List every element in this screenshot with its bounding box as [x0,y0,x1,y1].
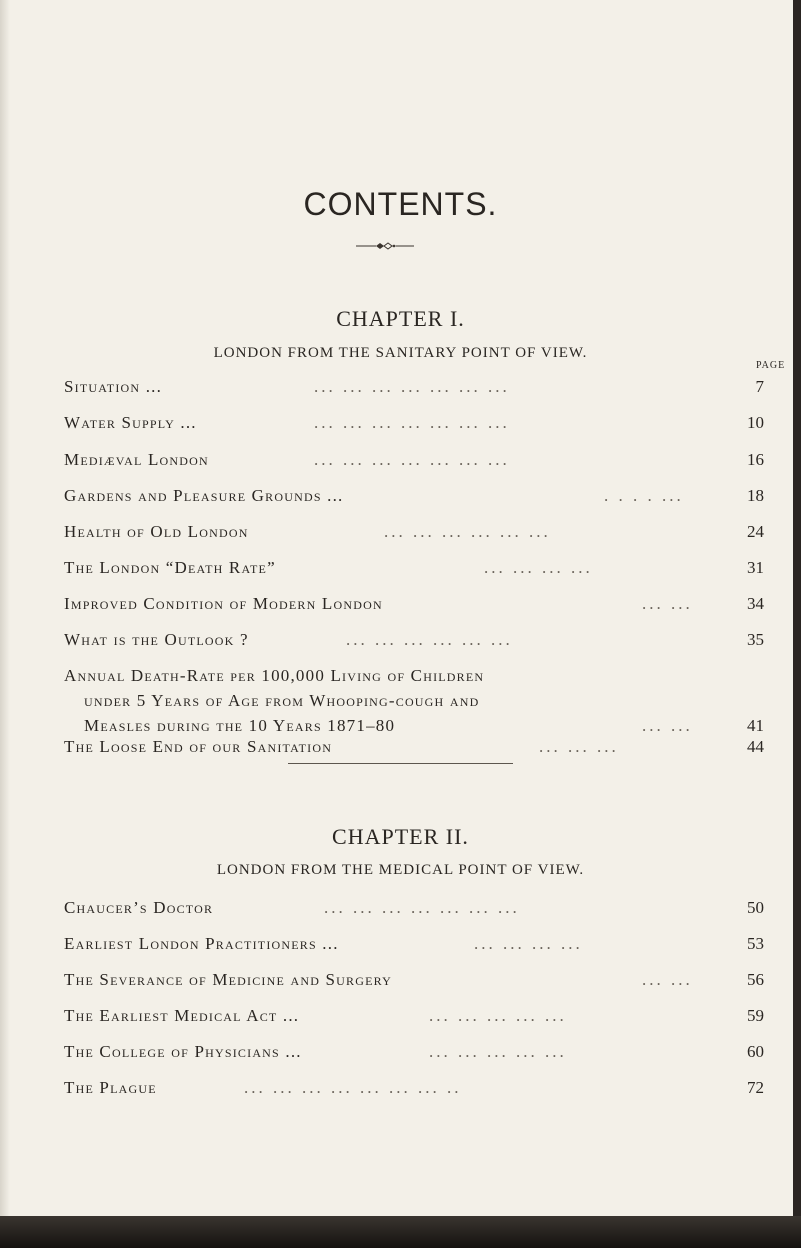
toc-entry-page: 34 [747,594,764,613]
toc-entry-label: Chaucer’s Doctor [64,898,214,917]
toc-leader-dots: ... ... [642,970,693,989]
toc-entry-label: Earliest London Practitioners ... [64,934,339,953]
toc-entry-page: 56 [747,970,764,989]
toc-entry-label-line-1: Annual Death-Rate per 100,000 Living of Children [64,666,485,685]
page-column-header: PAGE [756,360,786,371]
toc-entry[interactable] [64,934,764,960]
toc-entry[interactable] [64,377,764,403]
toc-leader-dots: ... ... ... ... ... ... [346,630,513,649]
toc-entry[interactable] [64,1078,764,1104]
toc-leader-dots: ... ... ... ... ... ... ... [324,898,520,917]
toc-entry-page: 50 [747,898,764,917]
toc-entry-label-line-2: under 5 Years of Age from Whooping-cough and [84,691,480,710]
chapter-2-heading: CHAPTER II. [332,824,469,849]
toc-entry-label: Situation ... [64,377,163,396]
toc-entry-label: Water Supply ... [64,413,197,432]
toc-leader-dots: ... ... ... ... ... ... ... [314,450,510,469]
toc-entry-label: The Plague [64,1078,157,1097]
toc-entry[interactable] [64,970,764,996]
toc-entry-label: Gardens and Pleasure Grounds ... [64,486,344,505]
toc-entry[interactable] [64,737,764,763]
toc-entry-page: 60 [747,1042,764,1061]
toc-entry-label: The Loose End of our Sanitation [64,737,333,756]
toc-leader-dots: ... ... ... ... ... ... ... [314,377,510,396]
toc-entry-label: The College of Physicians ... [64,1042,302,1061]
toc-leader-dots: ... ... ... ... ... [429,1006,567,1025]
toc-entry-label: The London “Death Rate” [64,558,276,577]
toc-entry-page: 31 [747,558,764,577]
toc-leader-dots: ... ... [642,716,693,735]
toc-entry-page: 16 [747,450,764,469]
toc-entry[interactable] [64,413,764,439]
toc-leader-dots: ... ... ... ... ... [429,1042,567,1061]
toc-leader-dots: . . . . ... [604,486,684,505]
toc-entry-multiline[interactable] [64,666,764,742]
toc-entry[interactable] [64,522,764,548]
toc-leader-dots: ... ... ... ... [474,934,583,953]
toc-entry[interactable] [64,1006,764,1032]
toc-entry[interactable] [64,450,764,476]
toc-leader-dots: ... ... ... ... [484,558,593,577]
toc-entry-label: Mediæval London [64,450,209,469]
toc-entry-label: What is the Outlook ? [64,630,249,649]
toc-entry[interactable] [64,898,764,924]
toc-leader-dots: ... ... ... [539,737,619,756]
toc-entry[interactable] [64,558,764,584]
toc-entry-page: 72 [747,1078,764,1097]
toc-entry-page: 7 [755,377,764,396]
toc-entry-label: The Severance of Medicine and Surgery [64,970,393,989]
toc-entry[interactable] [64,486,764,512]
toc-entry-label: Health of Old London [64,522,249,541]
toc-leader-dots: ... ... ... ... ... ... ... [314,413,510,432]
section-divider-rule [288,763,513,764]
chapter-1-heading: CHAPTER I. [336,306,465,331]
toc-entry-page: 35 [747,630,764,649]
chapter-1-subtitle: LONDON FROM THE SANITARY POINT OF VIEW. [213,345,588,361]
toc-entry-page: 41 [747,716,764,735]
toc-entry-page: 24 [747,522,764,541]
toc-entry-label-line-3: Measles during the 10 Years 1871–80 [84,716,396,735]
toc-entry-page: 44 [747,737,764,756]
chapter-2-subtitle: LONDON FROM THE MEDICAL POINT OF VIEW. [216,862,585,878]
toc-leader-dots: ... ... [642,594,693,613]
toc-entry[interactable] [64,1042,764,1068]
page-bottom-edge [0,1216,801,1248]
toc-entry-page: 10 [747,413,764,432]
toc-entry-label: Improved Condition of Modern London [64,594,383,613]
toc-entry-page: 59 [747,1006,764,1025]
toc-entry[interactable] [64,630,764,656]
toc-entry-page: 53 [747,934,764,953]
toc-entry-label: The Earliest Medical Act ... [64,1006,300,1025]
contents-title: CONTENTS. [303,186,498,222]
ornament-divider [356,240,414,252]
toc-leader-dots: ... ... ... ... ... ... ... .. [244,1078,462,1097]
toc-leader-dots: ... ... ... ... ... ... [384,522,551,541]
toc-entry-page: 18 [747,486,764,505]
toc-entry[interactable] [64,594,764,620]
